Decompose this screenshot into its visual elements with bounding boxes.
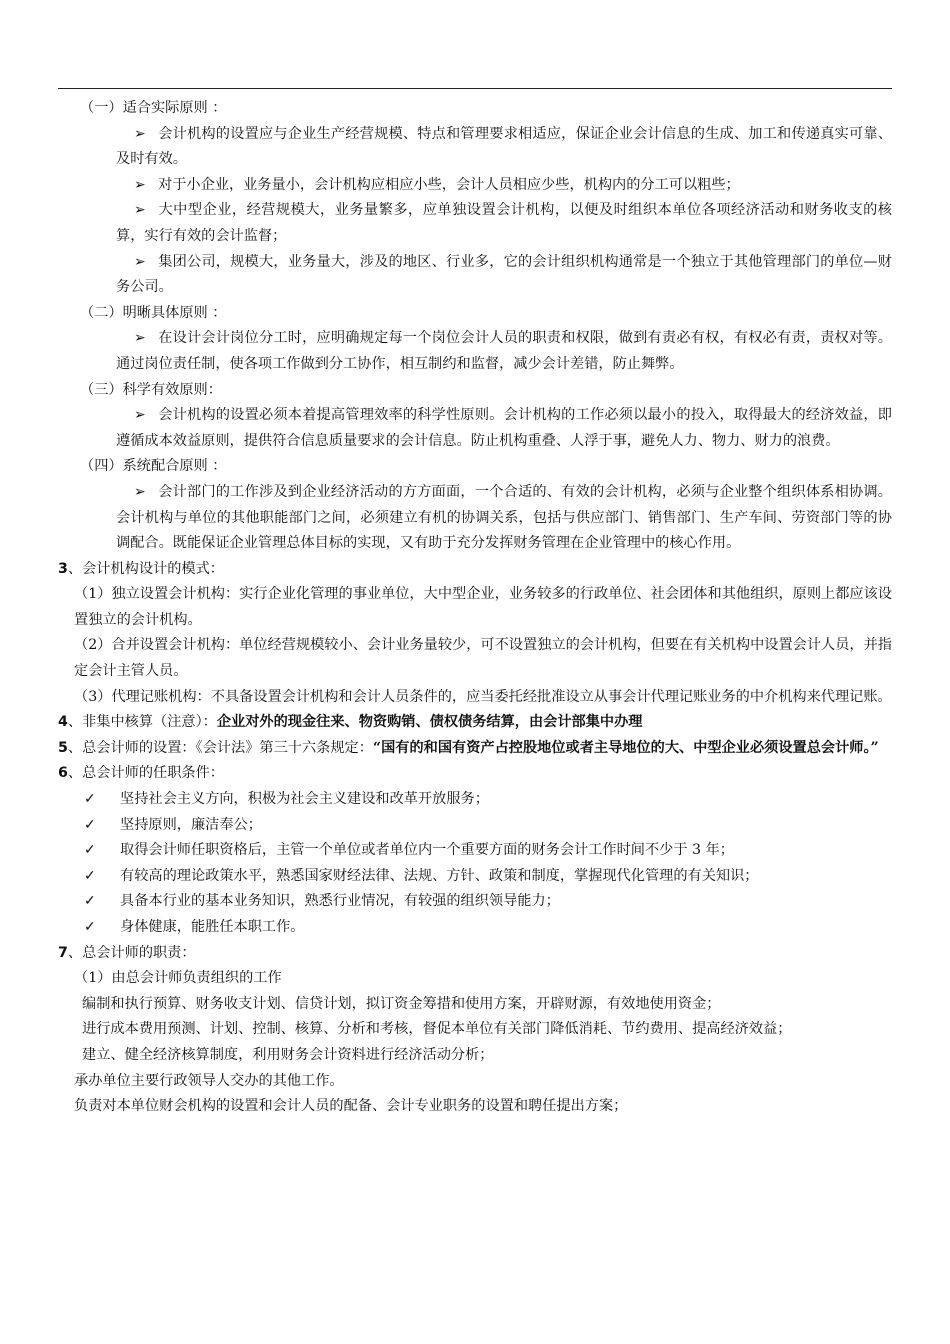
- bullet-item: ➢ 会计机构的设置应与企业生产经营规模、特点和管理要求相适应，保证企业会计信息的生成、加工和传递真实可靠、及时有效。: [58, 122, 892, 173]
- check-item: ✓ 坚持原则，廉洁奉公；: [58, 813, 892, 839]
- section-heading-3: 3、会计机构设计的模式：: [58, 560, 224, 577]
- check-icon: ✓: [84, 842, 96, 859]
- duty-subheading: （1）由总会计师负责组织的工作: [74, 970, 282, 987]
- check-icon: ✓: [84, 893, 96, 910]
- check-item: ✓ 身体健康，能胜任本职工作。: [58, 915, 892, 941]
- arrow-bullet-icon: ➢: [134, 407, 146, 424]
- arrow-bullet-icon: ➢: [134, 330, 146, 347]
- principle-heading: （一）适合实际原则 ：: [80, 100, 227, 116]
- arrow-bullet-icon: ➢: [134, 483, 146, 500]
- check-item: ✓ 取得会计师任职资格后，主管一个单位或者单位内一个重要方面的财务会计工作时间不少于 3 年；: [58, 838, 892, 864]
- bullet-item: ➢ 对于小企业，业务量小，会计机构应相应小些，会计人员相应少些，机构内的分工可以粗些；: [58, 173, 892, 199]
- bullet-item: ➢ 会计部门的工作涉及到企业经济活动的方方面面，一个合适的、有效的会计机构，必须与企业整个组织体系相协调。会计机构与单位的其他职能部门之间，必须建立有机的协调关系，包括与供应部门、销售部门、生产车间、劳资部门等的协调配合。既能保证企业管理总体目标的实现，又有助于充分发挥财务管理在企业管理中的核心作用。: [58, 480, 892, 557]
- check-icon: ✓: [84, 919, 96, 935]
- principle-heading: （三）科学有效原则：: [80, 381, 222, 398]
- duty-item: 编制和执行预算、财务收支计划、信贷计划，拟订资金筹措和使用方案，开辟财源，有效地使用资金；: [82, 995, 721, 1012]
- bullet-item: ➢ 大中型企业，经营规模大，业务量繁多，应单独设置会计机构，以便及时组织本单位各项经济活动和财务收支的核算，实行有效的会计监督；: [58, 198, 892, 249]
- mode-item: （1）独立设置会计机构：实行企业化管理的事业单位，大中型企业，业务较多的行政单位、社会团体和其他组织，原则上都应该设置独立的会计机构。: [74, 586, 892, 628]
- section-heading-7: 7、总会计师的职责：: [58, 944, 196, 961]
- mode-item: （3）代理记账机构：不具备设置会计机构和会计人员条件的，应当委托经批准设立从事会计代理记账业务的中介机构来代理记账。: [74, 688, 892, 705]
- arrow-bullet-icon: ➢: [134, 202, 146, 219]
- arrow-bullet-icon: ➢: [134, 176, 146, 193]
- check-item: ✓ 坚持社会主义方向，积极为社会主义建设和改革开放服务；: [58, 787, 892, 813]
- check-icon: ✓: [84, 867, 96, 884]
- bullet-item: ➢ 会计机构的设置必须本着提高管理效率的科学性原则。会计机构的工作必须以最小的投入，取得最大的经济效益，即遵循成本效益原则，提供符合信息质量要求的会计信息。防止机构重叠、人浮于事，避免人力、物力、财力的浪费。: [58, 403, 892, 454]
- duty-item: 建立、健全经济核算制度，利用财务会计资料进行经济活动分析；: [82, 1046, 494, 1063]
- header-rule: [58, 88, 892, 89]
- check-item: ✓ 具备本行业的基本业务知识，熟悉行业情况，有较强的组织领导能力；: [58, 889, 892, 915]
- section-heading-5: 5、总会计师的设置：《会计法》第三十六条规定：“国有的和国有资产占控股地位或者主导地位的大、中型企业必须设置总会计师。”: [58, 739, 879, 756]
- document-body: [58, 96, 892, 1120]
- duty-item: 进行成本费用预测、计划、控制、核算、分析和考核，督促本单位有关部门降低消耗、节约费用、提高经济效益；: [82, 1021, 792, 1038]
- check-icon: ✓: [84, 816, 96, 833]
- check-item: ✓ 有较高的理论政策水平，熟悉国家财经法律、法规、方针、政策和制度，掌握现代化管理的有关知识；: [58, 864, 892, 890]
- bullet-item: ➢ 集团公司，规模大，业务量大，涉及的地区、行业多，它的会计组织机构通常是一个独立于其他管理部门的单位—财务公司。: [58, 250, 892, 301]
- duty-item: 承办单位主要行政领导人交办的其他工作。: [74, 1072, 344, 1089]
- arrow-bullet-icon: ➢: [134, 253, 146, 270]
- mode-item: （2）合并设置会计机构：单位经营规模较小、会计业务量较少，可不设置独立的会计机构，但要在有关机构中设置会计人员，并指定会计主管人员。: [74, 637, 892, 680]
- bullet-item: ➢ 在设计会计岗位分工时，应明确规定每一个岗位会计人员的职责和权限，做到有责必有权，有权必有责，责权对等。通过岗位责任制，使各项工作做到分工协作，相互制约和监督，减少会计差错，防止舞弊。: [58, 326, 892, 377]
- section-heading-4: 4、非集中核算（注意）：企业对外的现金往来、物资购销、债权债务结算，由会计部集中办理: [58, 714, 643, 731]
- arrow-bullet-icon: ➢: [134, 125, 146, 142]
- duty-item: 负责对本单位财会机构的设置和会计人员的配备、会计专业职务的设置和聘任提出方案；: [74, 1098, 628, 1115]
- principle-heading: （四）系统配合原则 ：: [80, 458, 227, 475]
- principle-heading: （二）明晰具体原则 ：: [80, 304, 227, 321]
- check-icon: ✓: [84, 791, 96, 808]
- section-heading-6: 6、总会计师的任职条件：: [58, 765, 224, 782]
